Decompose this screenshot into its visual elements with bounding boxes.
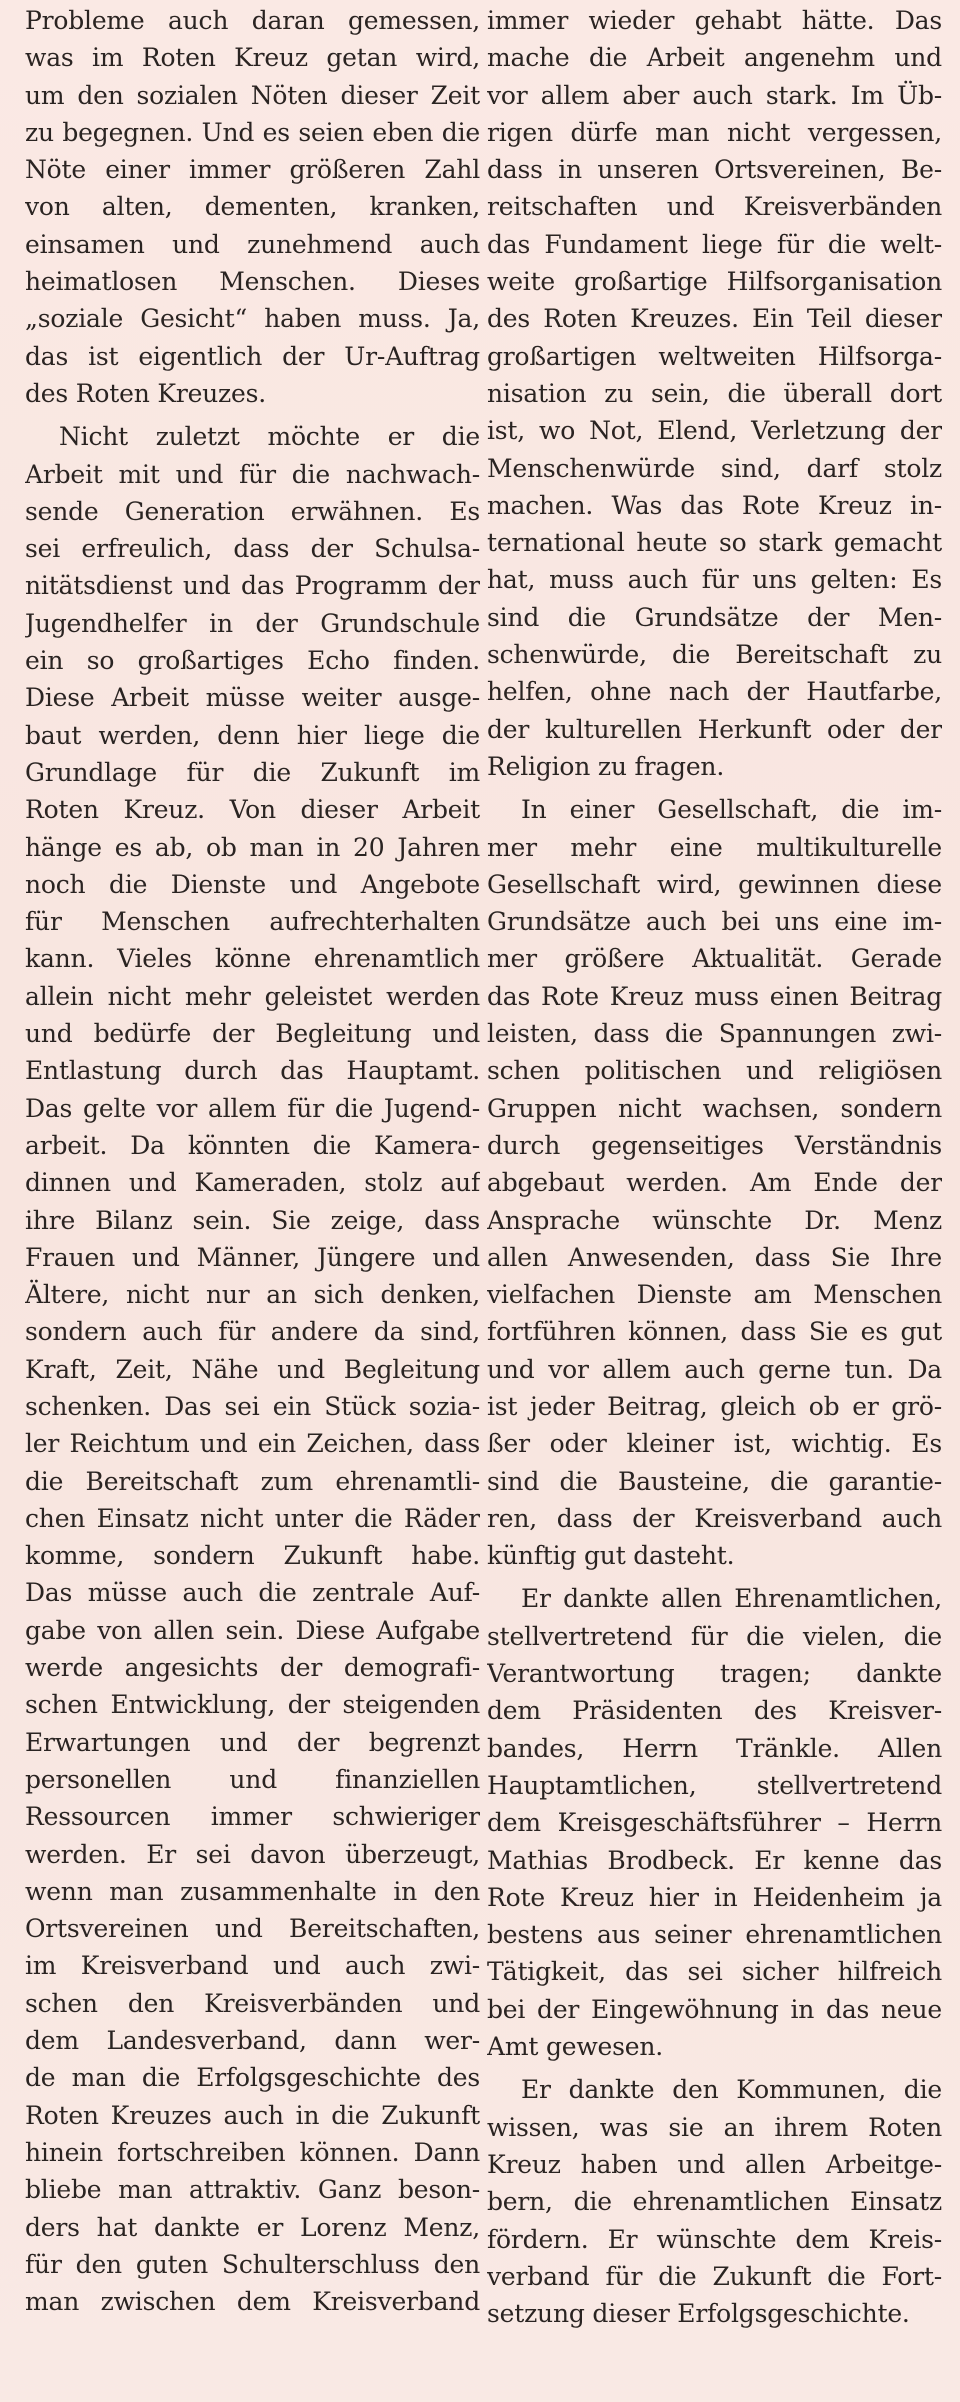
text-line: Verantwortung tragen; dankte [487, 1659, 942, 1689]
text-line: des Roten Kreuzes. Ein Teil dieser [487, 304, 942, 334]
text-line: künftig gut dasteht. [487, 1541, 735, 1571]
text-line: In einer Gesellschaft, die im- [521, 795, 942, 825]
text-line: das Rote Kreuz muss einen Beitrag [487, 981, 942, 1011]
text-line: für Menschen aufrechterhalten [25, 907, 480, 937]
text-line: schen den Kreisverbänden und [25, 1988, 480, 2018]
text-line: komme, sondern Zukunft habe. [25, 1541, 480, 1571]
text-line: abgebaut werden. Am Ende der [487, 1168, 942, 1198]
text-line: bei der Eingewöhnung in das neue [487, 1994, 942, 2024]
text-line: einsamen und zunehmend auch [25, 229, 480, 259]
text-line: Arbeit mit und für die nachwach- [25, 459, 480, 489]
text-line: Ältere, nicht nur an sich denken, [25, 1280, 480, 1310]
text-line: Er dankte den Kommunen, die [521, 2075, 942, 2105]
text-line: ein so großartiges Echo finden. [25, 646, 480, 676]
text-line: Nöte einer immer größeren Zahl [25, 155, 480, 185]
text-line: dinnen und Kameraden, stolz auf [25, 1168, 480, 1198]
text-line: Grundlage für die Zukunft im [25, 757, 480, 787]
text-line: schenwürde, die Bereitschaft zu [487, 640, 942, 670]
text-line: Das gelte vor allem für die Jugend- [25, 1093, 480, 1123]
text-line: von alten, dementen, kranken, [25, 192, 480, 222]
text-line: Rote Kreuz hier in Heidenheim ja [487, 1882, 942, 1912]
text-line: wissen, was sie an ihrem Roten [487, 2112, 942, 2142]
text-line: dass in unseren Ortsvereinen, Be- [487, 155, 942, 185]
text-line: reitschaften und Kreisverbänden [487, 192, 942, 222]
text-line: hänge es ab, ob man in 20 Jahren [25, 832, 480, 862]
text-line: verband für die Zukunft die Fort- [487, 2261, 942, 2291]
text-line: bern, die ehrenamtlichen Einsatz [487, 2187, 942, 2217]
text-line: personellen und finanziellen [25, 1764, 480, 1794]
right-column [487, 2, 942, 2332]
text-line: die Bereitschaft zum ehrenamtli- [25, 1466, 480, 1496]
text-line: um den sozialen Nöten dieser Zeit [25, 80, 480, 110]
left-column [25, 2, 480, 2320]
text-line: Erwartungen und der begrenzt [25, 1727, 480, 1757]
text-line: Probleme auch daran gemessen, [25, 6, 480, 35]
text-line: des Roten Kreuzes. [25, 378, 267, 408]
text-line: bestens aus seiner ehrenamtlichen [487, 1920, 942, 1950]
text-line: schen Entwicklung, der steigenden [25, 1690, 480, 1720]
text-line: weite großartige Hilfsorganisation [487, 267, 942, 297]
text-line: schen politischen und religiösen [487, 1056, 942, 1086]
text-line: vielfachen Dienste am Menschen [487, 1280, 942, 1310]
text-line: Ansprache wünschte Dr. Menz [487, 1205, 942, 1235]
text-line: ders hat dankte er Lorenz Menz, [25, 2212, 480, 2242]
text-line: sondern auch für andere da sind, [25, 1317, 480, 1347]
text-line: Gesellschaft wird, gewinnen diese [487, 869, 942, 899]
text-line: Er dankte allen Ehrenamtlichen, [521, 1584, 942, 1614]
text-line: durch gegenseitiges Verständnis [487, 1130, 942, 1160]
text-line: immer wieder gehabt hätte. Das [487, 6, 942, 35]
article-paragraph [487, 2071, 942, 2332]
text-line: setzung dieser Erfolgsgeschichte. [487, 2299, 910, 2329]
article-paragraph [487, 1580, 942, 2065]
text-line: heimatlosen Menschen. Dieses [25, 267, 480, 297]
text-line: „soziale Gesicht“ haben muss. Ja, [25, 304, 480, 334]
text-line: dem Landesverband, dann wer- [25, 2026, 480, 2056]
text-line: sind die Bausteine, die garantie- [487, 1466, 942, 1496]
text-line: man zwischen dem Kreisverband [25, 2287, 480, 2317]
text-line: Jugendhelfer in der Grundschule [25, 608, 480, 638]
text-line: mer mehr eine multikulturelle [487, 832, 942, 862]
text-line: leisten, dass die Spannungen zwi- [487, 1019, 942, 1049]
article-paragraph [25, 418, 480, 2320]
text-line: mer größere Aktualität. Gerade [487, 944, 942, 974]
text-line: und bedürfe der Begleitung und [25, 1019, 480, 1049]
text-line: bandes, Herrn Tränkle. Allen [487, 1733, 942, 1763]
text-line: Ortsvereinen und Bereitschaften, [25, 1914, 480, 1944]
text-line: baut werden, denn hier liege die [25, 720, 480, 750]
text-line: dem Kreisgeschäftsführer – Herrn [487, 1808, 942, 1838]
text-line: Frauen und Männer, Jüngere und [25, 1242, 480, 1272]
text-line: machen. Was das Rote Kreuz in- [487, 490, 942, 520]
text-line: bliebe man attraktiv. Ganz beson- [25, 2175, 480, 2205]
text-line: werde angesichts der demografi- [25, 1653, 480, 1683]
text-line: gabe von allen sein. Diese Aufgabe [25, 1615, 480, 1645]
text-line: Menschenwürde sind, darf stolz [487, 453, 942, 483]
text-line: was im Roten Kreuz getan wird, [25, 43, 480, 73]
text-line: Amt gewesen. [487, 2032, 664, 2062]
text-line: der kulturellen Herkunft oder der [487, 714, 942, 744]
text-line: ihre Bilanz sein. Sie zeige, dass [25, 1205, 480, 1235]
text-line: großartigen weltweiten Hilfsorga- [487, 341, 942, 371]
text-line: noch die Dienste und Angebote [25, 869, 480, 899]
text-line: ist jeder Beitrag, gleich ob er grö- [487, 1391, 942, 1421]
text-line: helfen, ohne nach der Hautfarbe, [487, 677, 942, 707]
text-line: vor allem aber auch stark. Im Üb- [487, 80, 942, 110]
text-line: ren, dass der Kreisverband auch [487, 1503, 942, 1533]
text-line: ler Reichtum und ein Zeichen, dass [25, 1429, 480, 1459]
text-line: hat, muss auch für uns gelten: Es [487, 565, 942, 595]
text-line: sei erfreulich, dass der Schulsa- [25, 534, 480, 564]
text-line: Gruppen nicht wachsen, sondern [487, 1093, 942, 1123]
text-line: Das müsse auch die zentrale Auf- [25, 1578, 480, 1608]
text-line: allein nicht mehr geleistet werden [25, 981, 480, 1011]
text-line: werden. Er sei davon überzeugt, [25, 1839, 480, 1869]
text-line: zu begegnen. Und es seien eben die [25, 117, 480, 147]
text-line: Kraft, Zeit, Nähe und Begleitung [25, 1354, 480, 1384]
text-line: ßer oder kleiner ist, wichtig. Es [487, 1429, 942, 1459]
article-paragraph [487, 791, 942, 1574]
text-line: hinein fortschreiben können. Dann [25, 2137, 480, 2167]
text-line: Ressourcen immer schwieriger [25, 1802, 480, 1832]
text-line: sind die Grundsätze der Men- [487, 602, 942, 632]
text-line: und vor allem auch gerne tun. Da [487, 1354, 942, 1384]
text-line: ternational heute so stark gemacht [487, 528, 942, 558]
text-line: Tätigkeit, das sei sicher hilfreich [487, 1957, 942, 1987]
text-line: schenken. Das sei ein Stück sozia- [25, 1391, 480, 1421]
text-line: Hauptamtlichen, stellvertretend [487, 1770, 942, 1800]
text-line: wenn man zusammenhalte in den [25, 1876, 480, 1906]
text-line: Mathias Brodbeck. Er kenne das [487, 1845, 942, 1875]
text-line: Diese Arbeit müsse weiter ausge- [25, 683, 480, 713]
text-line: Kreuz haben und allen Arbeitge- [487, 2149, 942, 2179]
text-line: de man die Erfolgsgeschichte des [25, 2063, 480, 2093]
text-line: chen Einsatz nicht unter die Räder [25, 1503, 480, 1533]
text-line: sende Generation erwähnen. Es [25, 496, 480, 526]
text-line: stellvertretend für die vielen, die [487, 1621, 942, 1651]
text-line: Roten Kreuzes auch in die Zukunft [25, 2100, 480, 2130]
text-line: Roten Kreuz. Von dieser Arbeit [25, 795, 480, 825]
text-line: nisation zu sein, die überall dort [487, 378, 942, 408]
text-line: dem Präsidenten des Kreisver- [487, 1696, 942, 1726]
text-line: mache die Arbeit angenehm und [487, 43, 942, 73]
text-line: kann. Vieles könne ehrenamtlich [25, 944, 480, 974]
article-paragraph [25, 2, 480, 412]
text-line: Grundsätze auch bei uns eine im- [487, 907, 942, 937]
text-line: nitätsdienst und das Programm der [25, 571, 480, 601]
text-line: rigen dürfe man nicht vergessen, [487, 117, 942, 147]
text-line: Religion zu fragen. [487, 751, 725, 781]
text-line: arbeit. Da könnten die Kamera- [25, 1130, 480, 1160]
text-line: im Kreisverband und auch zwi- [25, 1951, 480, 1981]
text-line: fortführen können, dass Sie es gut [487, 1317, 942, 1347]
text-line: das Fundament liege für die welt- [487, 229, 942, 259]
text-line: Entlastung durch das Hauptamt. [25, 1056, 480, 1086]
text-line: das ist eigentlich der Ur-Auftrag [25, 341, 480, 371]
text-line: Nicht zuletzt möchte er die [59, 422, 480, 452]
text-line: allen Anwesenden, dass Sie Ihre [487, 1242, 942, 1272]
text-line: ist, wo Not, Elend, Verletzung der [487, 416, 942, 446]
text-line: für den guten Schulterschluss den [25, 2249, 480, 2279]
text-line: fördern. Er wünschte dem Kreis- [487, 2224, 942, 2254]
article-paragraph [487, 2, 942, 785]
